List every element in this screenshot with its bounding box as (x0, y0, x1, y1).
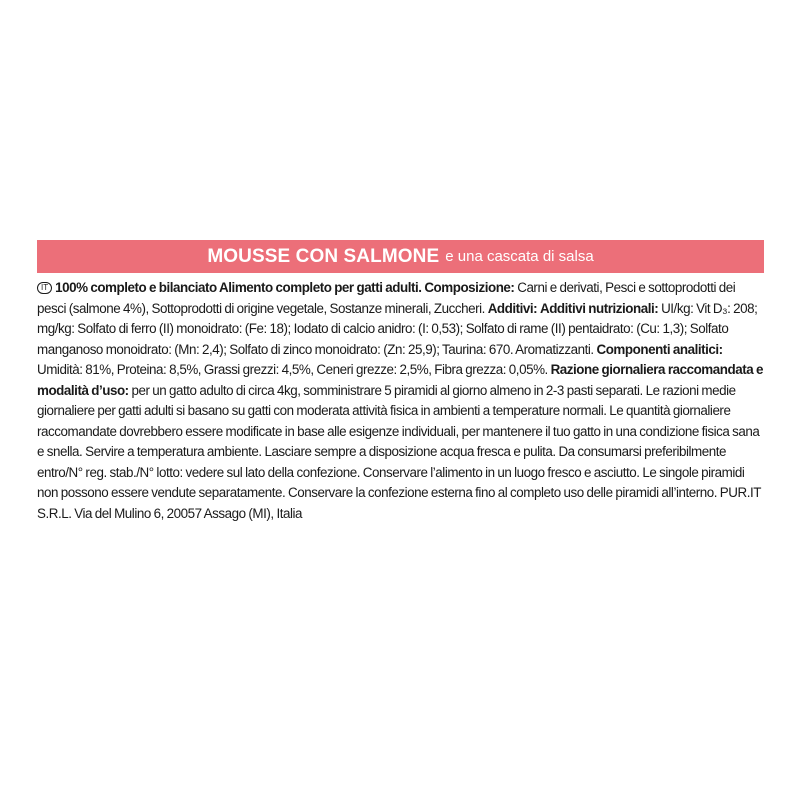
nutritional-additives-text: UI/kg: Vit D₃: 208; mg/kg: Solfato di ferro (II) monoidrato: (Fe: 18); Iodato di calcio anidro: (I: 0,53); Solfato di rame (II) pentaidrato: (Cu: 1,3); Solfato manganoso monoidrato: (Mn: 2,4); Solfato di zinco monoidrato: (Zn: 25,9); Taurina: 670. Aromatizzanti. (37, 300, 758, 357)
daily-ration-title: Razione giornaliera raccomandata e modalità d’uso: (37, 362, 763, 398)
product-title-banner (37, 240, 764, 273)
label-body-text (37, 278, 765, 524)
language-code-badge: IT (37, 282, 52, 294)
composition-title: Composizione: (424, 280, 515, 295)
product-subtitle: e una cascata di salsa (445, 248, 594, 265)
additives-title: Additivi: (487, 300, 538, 316)
composition-text: Carni e derivati, Pesci e sottoprodotti dei pesci (salmone 4%), Sottoprodotti di origine vegetale, Sostanze minerali, Zuccheri. (37, 280, 736, 316)
headline: 100% completo e bilanciato Alimento completo per gatti adulti. (55, 280, 422, 295)
product-name: MOUSSE CON SALMONE (207, 245, 440, 267)
daily-ration-text: per un gatto adulto di circa 4kg, somministrare 5 piramidi al giorno almeno in 2-3 pasti separati. Le razioni medie giornaliere per gatti adulti si basano su gatti con moderata attività fisica in ambienti a temperature normali. Le quantità giornaliere raccomandate dovrebbero essere modificate in base alle esigenze individuali, per mantenere il tuo gatto in una condizione fisica sana e snella. Servire a temperatura ambiente. Lasciare sempre a disposizione acqua fresca e pulita. Da consumarsi preferibilmente entro/N° reg. stab./N° lotto: vedere sul lato della confezione. Conservare l’alimento in un luogo fresco e asciutto. Le singole piramidi non possono essere vendute separatamente. Conservare la confezione esterna fino al completo uso delle piramidi all’interno. PUR.IT S.R.L. Via del Mulino 6, 20057 Assago (MI), Italia (37, 382, 761, 521)
analytical-components-title: Componenti analitici: (596, 341, 723, 357)
analytical-components-text: Umidità: 81%, Proteina: 8,5%, Grassi grezzi: 4,5%, Ceneri grezze: 2,5%, Fibra grezza: 0,05%. (37, 362, 548, 377)
nutritional-additives-title: Additivi nutrizionali: (539, 300, 659, 316)
